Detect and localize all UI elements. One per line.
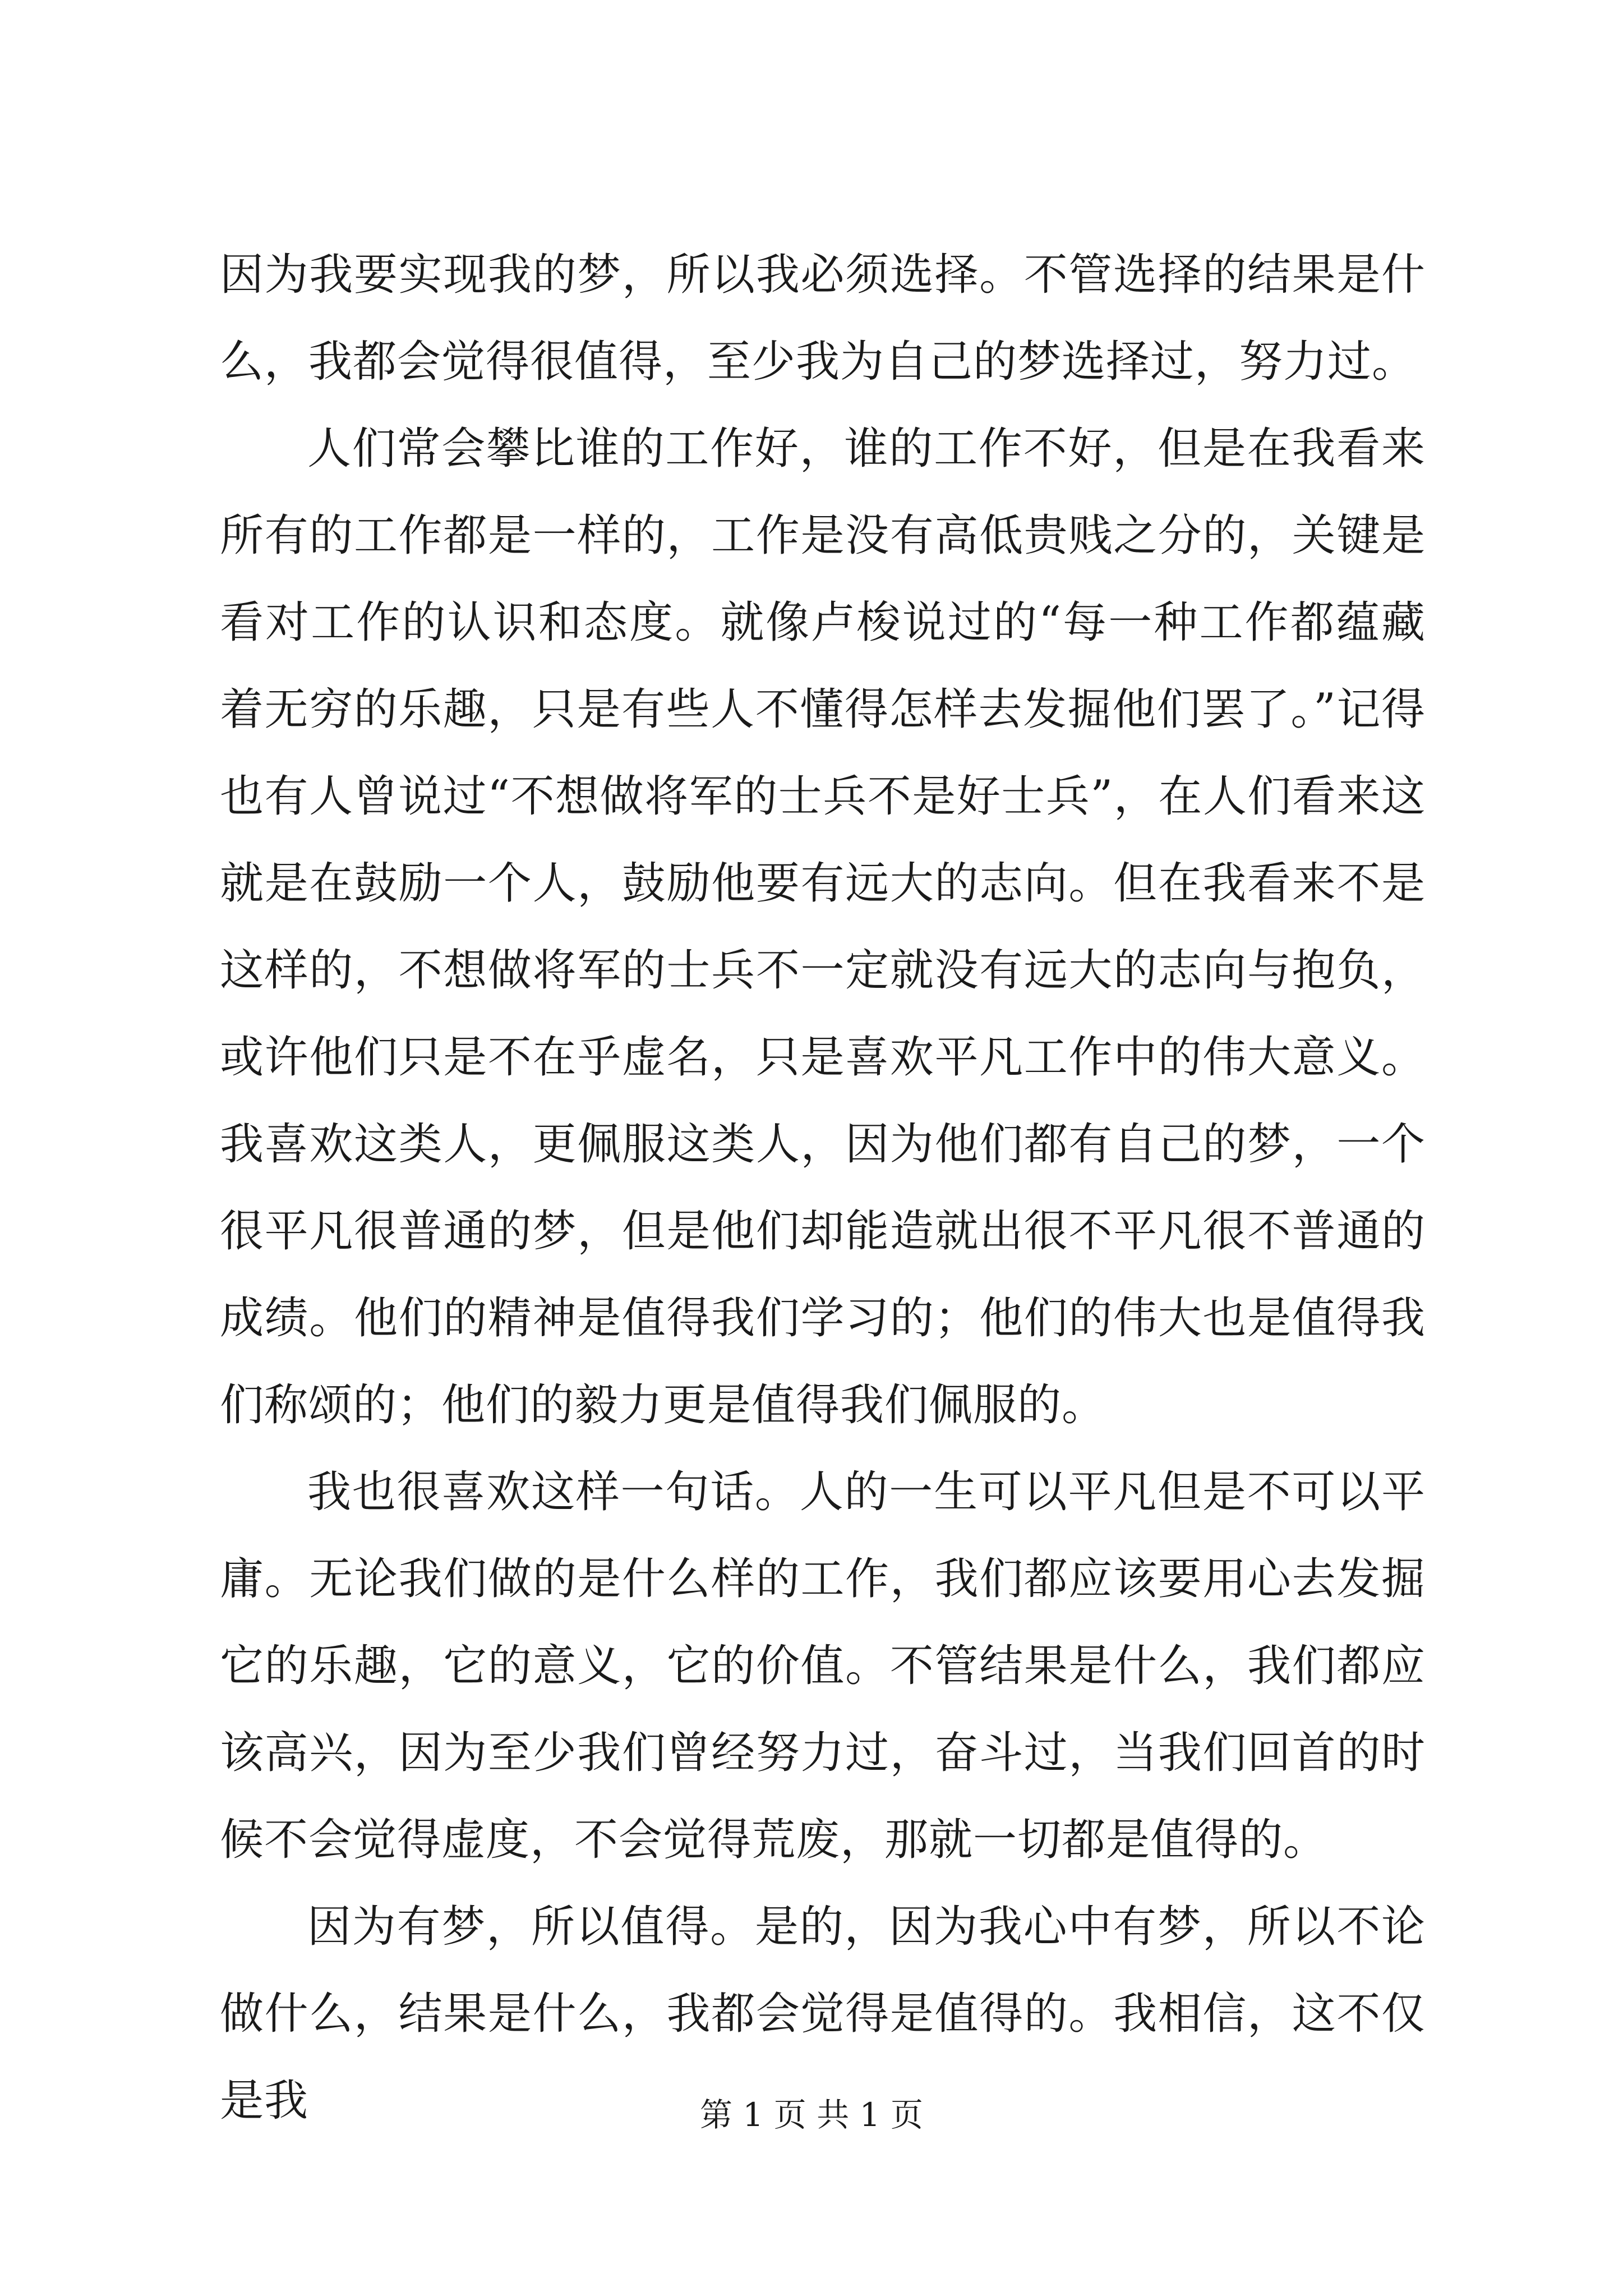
document-body <box>220 232 1426 2145</box>
paragraph: 因为有梦，所以值得。是的，因为我心中有梦，所以不论做什么，结果是什么，我都会觉得是值得的。我相信，这不仅是我 <box>220 1902 1426 2126</box>
paragraph-continued: 因为我要实现我的梦，所以我必须选择。不管选择的结果是什么，我都会觉得很值得，至少我为自己的梦选择过，努力过。 <box>220 250 1426 387</box>
paragraph: 人们常会攀比谁的工作好，谁的工作不好，但是在我看来所有的工作都是一样的，工作是没有高低贵贱之分的，关键是看对工作的认识和态度。就像卢梭说过的“每一种工作都蕴藏着无穷的乐趣，只是有些人不懂得怎样去发掘他们罢了。”记得也有人曾说过“不想做将军的士兵不是好士兵”，在人们看来这就是在鼓励一个人，鼓励他要有远大的志向。但在我看来不是这样的，不想做将军的士兵不一定就没有远大的志向与抱负，或许他们只是不在乎虚名，只是喜欢平凡工作中的伟大意义。我喜欢这类人，更佩服这类人，因为他们都有自己的梦，一个很平凡很普通的梦，但是他们却能造就出很不平凡很不普通的成绩。他们的精神是值得我们学习的；他们的伟大也是值得我们称颂的；他们的毅力更是值得我们佩服的。 <box>220 424 1426 1430</box>
paragraph: 我也很喜欢这样一句话。人的一生可以平凡但是不可以平庸。无论我们做的是什么样的工作，我们都应该要用心去发掘它的乐趣，它的意义，它的价值。不管结果是什么，我们都应该高兴，因为至少我们曾经努力过，奋斗过，当我们回首的时候不会觉得虚度，不会觉得荒废，那就一切都是值得的。 <box>220 1467 1426 1865</box>
page-footer: 第 1 页 共 1 页 <box>700 2096 923 2134</box>
